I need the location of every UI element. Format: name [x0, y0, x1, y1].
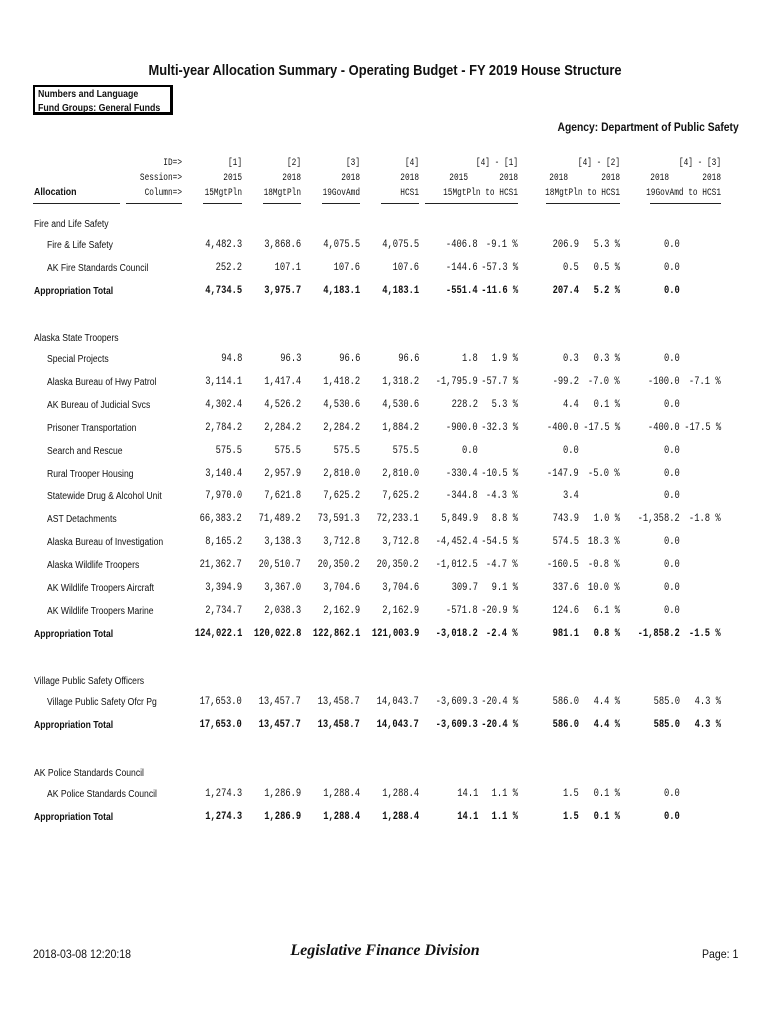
diff-4-2: -160.5 [547, 559, 579, 572]
diff-4-2: 4.4 [563, 398, 579, 411]
diff-4-2: 1.5 [563, 788, 579, 800]
diff-4-2: -99.2 [552, 375, 579, 388]
diff-4-1: -3,609.3 [435, 718, 478, 731]
value-col-2: 13,457.7 [258, 718, 301, 731]
header-comp-3-year-b: 2018 [702, 173, 721, 184]
value-col-2: 1,417.4 [264, 375, 301, 388]
value-col-3: 13,458.7 [317, 718, 360, 731]
diff-4-2: 743.9 [552, 513, 579, 526]
pct-4-2: 18.3 % [588, 536, 620, 549]
value-col-1: 252.2 [215, 261, 242, 274]
diff-4-3: 0.0 [664, 284, 680, 297]
pct-4-2: -17.5 % [583, 421, 620, 434]
appropriation-total-label: Appropriation Total [34, 628, 114, 640]
pct-4-1: -20.4 % [481, 696, 518, 708]
value-col-1: 4,734.5 [205, 284, 242, 297]
value-col-4: 3,704.6 [382, 582, 419, 594]
value-col-4: 575.5 [392, 444, 419, 457]
section-title: Fire and Life Safety [34, 219, 109, 230]
pct-4-2: 0.8 % [593, 627, 620, 640]
diff-4-3: 0.0 [664, 239, 680, 251]
value-col-2: 3,975.7 [264, 284, 301, 297]
pct-4-1: 9.1 % [491, 582, 518, 594]
diff-4-2: 124.6 [552, 604, 579, 617]
value-col-3: 107.6 [333, 261, 360, 274]
diff-4-2: 0.0 [563, 444, 579, 457]
report-title: Multi-year Allocation Summary - Operating Budget - FY 2019 House Structure [148, 62, 622, 79]
header-col-4-session: 2018 [400, 173, 419, 184]
report-timestamp: 2018-03-08 12:20:18 [33, 947, 132, 961]
header-comp-3-desc: 19GovAmd to HCS1 [646, 188, 721, 199]
allocation-name: AK Fire Standards Council [47, 262, 149, 274]
diff-4-1: 309.7 [451, 582, 478, 594]
diff-4-3: 0.0 [664, 604, 680, 617]
value-col-4: 107.6 [392, 261, 419, 274]
header-underline [381, 203, 419, 204]
header-comp-1-year-a: 2015 [449, 173, 468, 184]
allocation-name: Prisoner Transportation [47, 422, 137, 434]
header-comp-1-desc: 15MgtPln to HCS1 [443, 188, 518, 199]
diff-4-3: 0.0 [664, 444, 680, 457]
diff-4-1: -3,018.2 [435, 627, 478, 640]
pct-4-2: 0.1 % [593, 788, 620, 800]
pct-4-3: 4.3 % [694, 696, 721, 708]
value-col-2: 2,957.9 [264, 467, 301, 480]
pct-4-1: 1.1 % [491, 788, 518, 800]
diff-4-1: -4,452.4 [435, 536, 478, 549]
division-signature: Legislative Finance Division [290, 942, 480, 959]
allocation-name: Rural Trooper Housing [47, 468, 134, 480]
value-col-1: 94.8 [220, 353, 242, 365]
header-comp-1-year-b: 2018 [499, 173, 518, 184]
allocation-name: Fire & Life Safety [47, 240, 113, 251]
value-col-1: 2,734.7 [205, 604, 242, 617]
value-col-2: 3,868.6 [264, 239, 301, 251]
diff-4-3: 0.0 [664, 810, 680, 823]
allocation-name: AK Wildlife Troopers Marine [47, 605, 154, 617]
diff-4-2: 586.0 [552, 696, 579, 708]
pct-4-1: -54.5 % [481, 536, 518, 549]
value-col-4: 2,162.9 [382, 604, 419, 617]
value-col-3: 1,288.4 [323, 810, 360, 823]
pct-4-1: -4.7 % [486, 559, 518, 572]
diff-4-1: 5,849.9 [441, 513, 478, 526]
diff-4-2: 206.9 [552, 239, 579, 251]
page-number: Page: 1 [701, 947, 738, 961]
header-comp-2-desc: 18MgtPln to HCS1 [545, 188, 620, 199]
pct-4-3: 4.3 % [694, 718, 721, 731]
value-col-2: 7,621.8 [264, 490, 301, 503]
pct-4-2: 5.3 % [593, 239, 620, 251]
header-col-3-session: 2018 [341, 173, 360, 184]
value-col-1: 4,482.3 [205, 239, 242, 251]
header-col-2-id: [2] [286, 158, 301, 169]
value-col-4: 4,183.1 [382, 284, 419, 297]
value-col-1: 17,653.0 [199, 718, 242, 731]
value-col-3: 2,162.9 [323, 604, 360, 617]
pct-4-2: -7.0 % [588, 375, 620, 388]
section-title: Alaska State Troopers [34, 333, 119, 344]
diff-4-2: 0.5 [563, 261, 579, 274]
value-col-1: 8,165.2 [205, 536, 242, 549]
value-col-2: 1,286.9 [264, 810, 301, 823]
value-col-4: 14,043.7 [376, 718, 419, 731]
section-title: AK Police Standards Council [34, 768, 144, 779]
header-col-2-column: 18MgtPln [263, 188, 301, 199]
value-col-3: 1,418.2 [323, 375, 360, 388]
pct-4-1: -32.3 % [481, 421, 518, 434]
value-col-2: 20,510.7 [258, 559, 301, 572]
pct-4-1: 8.8 % [491, 513, 518, 526]
diff-4-1: -406.8 [446, 239, 478, 251]
value-col-4: 121,003.9 [371, 627, 419, 640]
diff-4-3: -1,358.2 [637, 513, 680, 526]
header-col-3-column: 19GovAmd [322, 188, 360, 199]
value-col-1: 17,653.0 [199, 696, 242, 708]
value-col-4: 1,288.4 [382, 810, 419, 823]
value-col-1: 2,784.2 [205, 421, 242, 434]
value-col-4: 4,530.6 [382, 398, 419, 411]
value-col-4: 96.6 [397, 353, 419, 365]
value-col-2: 13,457.7 [258, 696, 301, 708]
allocation-name: AK Wildlife Troopers Aircraft [47, 583, 155, 594]
diff-4-2: 574.5 [552, 536, 579, 549]
value-col-1: 575.5 [215, 444, 242, 457]
value-col-3: 2,810.0 [323, 467, 360, 480]
value-col-3: 1,288.4 [323, 788, 360, 800]
fund-box-line-2: Fund Groups: General Funds [38, 103, 161, 114]
allocation-name: Special Projects [47, 354, 109, 365]
header-underline [126, 203, 182, 204]
pct-4-1: 1.9 % [491, 353, 518, 365]
header-col-3-id: [3] [345, 158, 360, 169]
diff-4-3: 0.0 [664, 788, 680, 800]
diff-4-1: -144.6 [446, 261, 478, 274]
header-col-1-id: [1] [227, 158, 242, 169]
diff-4-2: 3.4 [563, 490, 579, 503]
value-col-2: 71,489.2 [258, 513, 301, 526]
allocation-header: Allocation [34, 187, 77, 198]
value-col-1: 66,383.2 [199, 513, 242, 526]
header-row-label: Column=> [144, 188, 182, 199]
diff-4-2: 1.5 [563, 810, 579, 823]
diff-4-3: 0.0 [664, 490, 680, 503]
value-col-3: 4,183.1 [323, 284, 360, 297]
diff-4-1: -344.8 [446, 490, 478, 503]
diff-4-1: -330.4 [446, 467, 478, 480]
value-col-3: 96.6 [338, 353, 360, 365]
diff-4-2: 586.0 [552, 718, 579, 731]
header-col-4-id: [4] [404, 158, 419, 169]
diff-4-3: 0.0 [664, 559, 680, 572]
header-comp-3-id: [4] - [3] [678, 158, 721, 169]
diff-4-2: -147.9 [547, 467, 579, 480]
value-col-3: 4,530.6 [323, 398, 360, 411]
diff-4-3: 0.0 [664, 398, 680, 411]
diff-4-2: 0.3 [563, 353, 579, 365]
diff-4-3: -400.0 [648, 421, 680, 434]
diff-4-1: -571.8 [446, 604, 478, 617]
pct-4-3: -1.5 % [689, 627, 721, 640]
value-col-2: 2,284.2 [264, 421, 301, 434]
header-underline [263, 203, 301, 204]
diff-4-3: 585.0 [653, 696, 680, 708]
pct-4-3: -7.1 % [689, 375, 721, 388]
value-col-4: 72,233.1 [376, 513, 419, 526]
diff-4-1: -900.0 [446, 421, 478, 434]
diff-4-1: 14.1 [456, 788, 478, 800]
pct-4-1: -9.1 % [486, 239, 518, 251]
value-col-1: 21,362.7 [199, 559, 242, 572]
header-underline [425, 203, 518, 204]
value-col-2: 3,367.0 [264, 582, 301, 594]
pct-4-1: -57.7 % [481, 375, 518, 388]
diff-4-2: 207.4 [552, 284, 579, 297]
value-col-3: 7,625.2 [323, 490, 360, 503]
header-col-2-session: 2018 [282, 173, 301, 184]
diff-4-1: 14.1 [456, 810, 478, 823]
diff-4-3: -1,858.2 [637, 627, 680, 640]
diff-4-3: 0.0 [664, 536, 680, 549]
diff-4-2: -400.0 [547, 421, 579, 434]
value-col-4: 1,318.2 [382, 375, 419, 388]
fund-box-line-1: Numbers and Language [38, 89, 139, 100]
pct-4-1: -11.6 % [481, 284, 518, 297]
allocation-name: Statewide Drug & Alcohol Unit [47, 491, 162, 503]
value-col-2: 2,038.3 [264, 604, 301, 617]
value-col-1: 4,302.4 [205, 398, 242, 411]
pct-4-1: -20.4 % [481, 718, 518, 731]
header-underline [322, 203, 360, 204]
header-comp-1-id: [4] - [1] [475, 158, 518, 169]
diff-4-1: 0.0 [462, 444, 478, 457]
pct-4-2: 1.0 % [593, 513, 620, 526]
diff-4-1: -1,012.5 [435, 559, 478, 572]
value-col-3: 20,350.2 [317, 559, 360, 572]
section-title: Village Public Safety Officers [34, 676, 145, 687]
pct-4-1: -2.4 % [486, 627, 518, 640]
diff-4-3: -100.0 [648, 375, 680, 388]
value-col-4: 1,288.4 [382, 788, 419, 800]
diff-4-1: -3,609.3 [435, 696, 478, 708]
pct-4-2: 5.2 % [593, 284, 620, 297]
appropriation-total-label: Appropriation Total [34, 811, 114, 823]
value-col-2: 107.1 [274, 261, 301, 274]
allocation-name: Alaska Bureau of Hwy Patrol [47, 376, 157, 388]
value-col-3: 2,284.2 [323, 421, 360, 434]
diff-4-2: 981.1 [552, 627, 579, 640]
diff-4-1: 228.2 [451, 398, 478, 411]
pct-4-2: 0.1 % [593, 810, 620, 823]
pct-4-2: 0.5 % [593, 261, 620, 274]
header-underline [546, 203, 620, 204]
value-col-4: 2,810.0 [382, 467, 419, 480]
pct-4-3: -17.5 % [684, 421, 721, 434]
value-col-2: 120,022.8 [253, 627, 301, 640]
fund-groups-box [33, 85, 173, 115]
value-col-1: 3,140.4 [205, 467, 242, 480]
allocation-name: Alaska Wildlife Troopers [47, 560, 140, 572]
pct-4-2: -0.8 % [588, 559, 620, 572]
header-row-label: ID=> [163, 158, 182, 169]
allocation-name: AK Bureau of Judicial Svcs [47, 399, 151, 411]
header-comp-2-year-b: 2018 [601, 173, 620, 184]
diff-4-1: -1,795.9 [435, 375, 478, 388]
diff-4-3: 0.0 [664, 353, 680, 365]
pct-4-2: 0.1 % [593, 398, 620, 411]
value-col-1: 7,970.0 [205, 490, 242, 503]
diff-4-3: 0.0 [664, 582, 680, 594]
value-col-3: 122,862.1 [312, 627, 360, 640]
pct-4-1: -4.3 % [486, 490, 518, 503]
diff-4-3: 0.0 [664, 261, 680, 274]
pct-4-1: -57.3 % [481, 261, 518, 274]
value-col-2: 3,138.3 [264, 536, 301, 549]
pct-4-1: -20.9 % [481, 604, 518, 617]
pct-4-2: 10.0 % [588, 582, 620, 594]
header-col-1-column: 15MgtPln [204, 188, 242, 199]
value-col-2: 575.5 [274, 444, 301, 457]
pct-4-3: -1.8 % [689, 513, 721, 526]
value-col-1: 124,022.1 [194, 627, 242, 640]
value-col-2: 1,286.9 [264, 788, 301, 800]
value-col-1: 3,114.1 [205, 375, 242, 388]
value-col-4: 7,625.2 [382, 490, 419, 503]
header-col-4-column: HCS1 [400, 188, 419, 199]
pct-4-2: 0.3 % [593, 353, 620, 365]
allocation-name: AST Detachments [47, 514, 117, 526]
value-col-3: 13,458.7 [317, 696, 360, 708]
agency-label: Agency: Department of Public Safety [557, 120, 739, 134]
value-col-3: 3,712.8 [323, 536, 360, 549]
pct-4-1: 1.1 % [491, 810, 518, 823]
header-underline [650, 203, 721, 204]
value-col-4: 1,884.2 [382, 421, 419, 434]
appropriation-total-label: Appropriation Total [34, 719, 114, 731]
header-comp-3-year-a: 2018 [650, 173, 669, 184]
value-col-3: 3,704.6 [323, 582, 360, 594]
header-comp-2-id: [4] - [2] [577, 158, 620, 169]
value-col-3: 73,591.3 [317, 513, 360, 526]
pct-4-2: 4.4 % [593, 696, 620, 708]
value-col-4: 20,350.2 [376, 559, 419, 572]
pct-4-1: 5.3 % [491, 398, 518, 411]
value-col-4: 14,043.7 [376, 696, 419, 708]
allocation-name: Search and Rescue [47, 445, 123, 457]
header-underline [33, 203, 120, 204]
value-col-1: 1,274.3 [205, 810, 242, 823]
value-col-3: 575.5 [333, 444, 360, 457]
pct-4-2: 4.4 % [593, 718, 620, 731]
pct-4-2: 6.1 % [593, 604, 620, 617]
diff-4-1: -551.4 [446, 284, 478, 297]
value-col-1: 1,274.3 [205, 788, 242, 800]
header-col-1-session: 2015 [223, 173, 242, 184]
appropriation-total-label: Appropriation Total [34, 285, 114, 297]
value-col-2: 4,526.2 [264, 398, 301, 411]
pct-4-2: -5.0 % [588, 467, 620, 480]
allocation-name: AK Police Standards Council [47, 789, 157, 800]
diff-4-3: 0.0 [664, 467, 680, 480]
header-row-label: Session=> [139, 173, 182, 184]
diff-4-1: 1.8 [462, 353, 478, 365]
value-col-4: 4,075.5 [382, 239, 419, 251]
allocation-name: Village Public Safety Ofcr Pg [47, 697, 157, 708]
value-col-2: 96.3 [279, 353, 301, 365]
diff-4-2: 337.6 [552, 582, 579, 594]
value-col-1: 3,394.9 [205, 582, 242, 594]
value-col-3: 4,075.5 [323, 239, 360, 251]
value-col-4: 3,712.8 [382, 536, 419, 549]
diff-4-3: 585.0 [653, 718, 680, 731]
pct-4-1: -10.5 % [481, 467, 518, 480]
allocation-name: Alaska Bureau of Investigation [47, 537, 164, 549]
header-underline [203, 203, 242, 204]
header-comp-2-year-a: 2018 [549, 173, 568, 184]
